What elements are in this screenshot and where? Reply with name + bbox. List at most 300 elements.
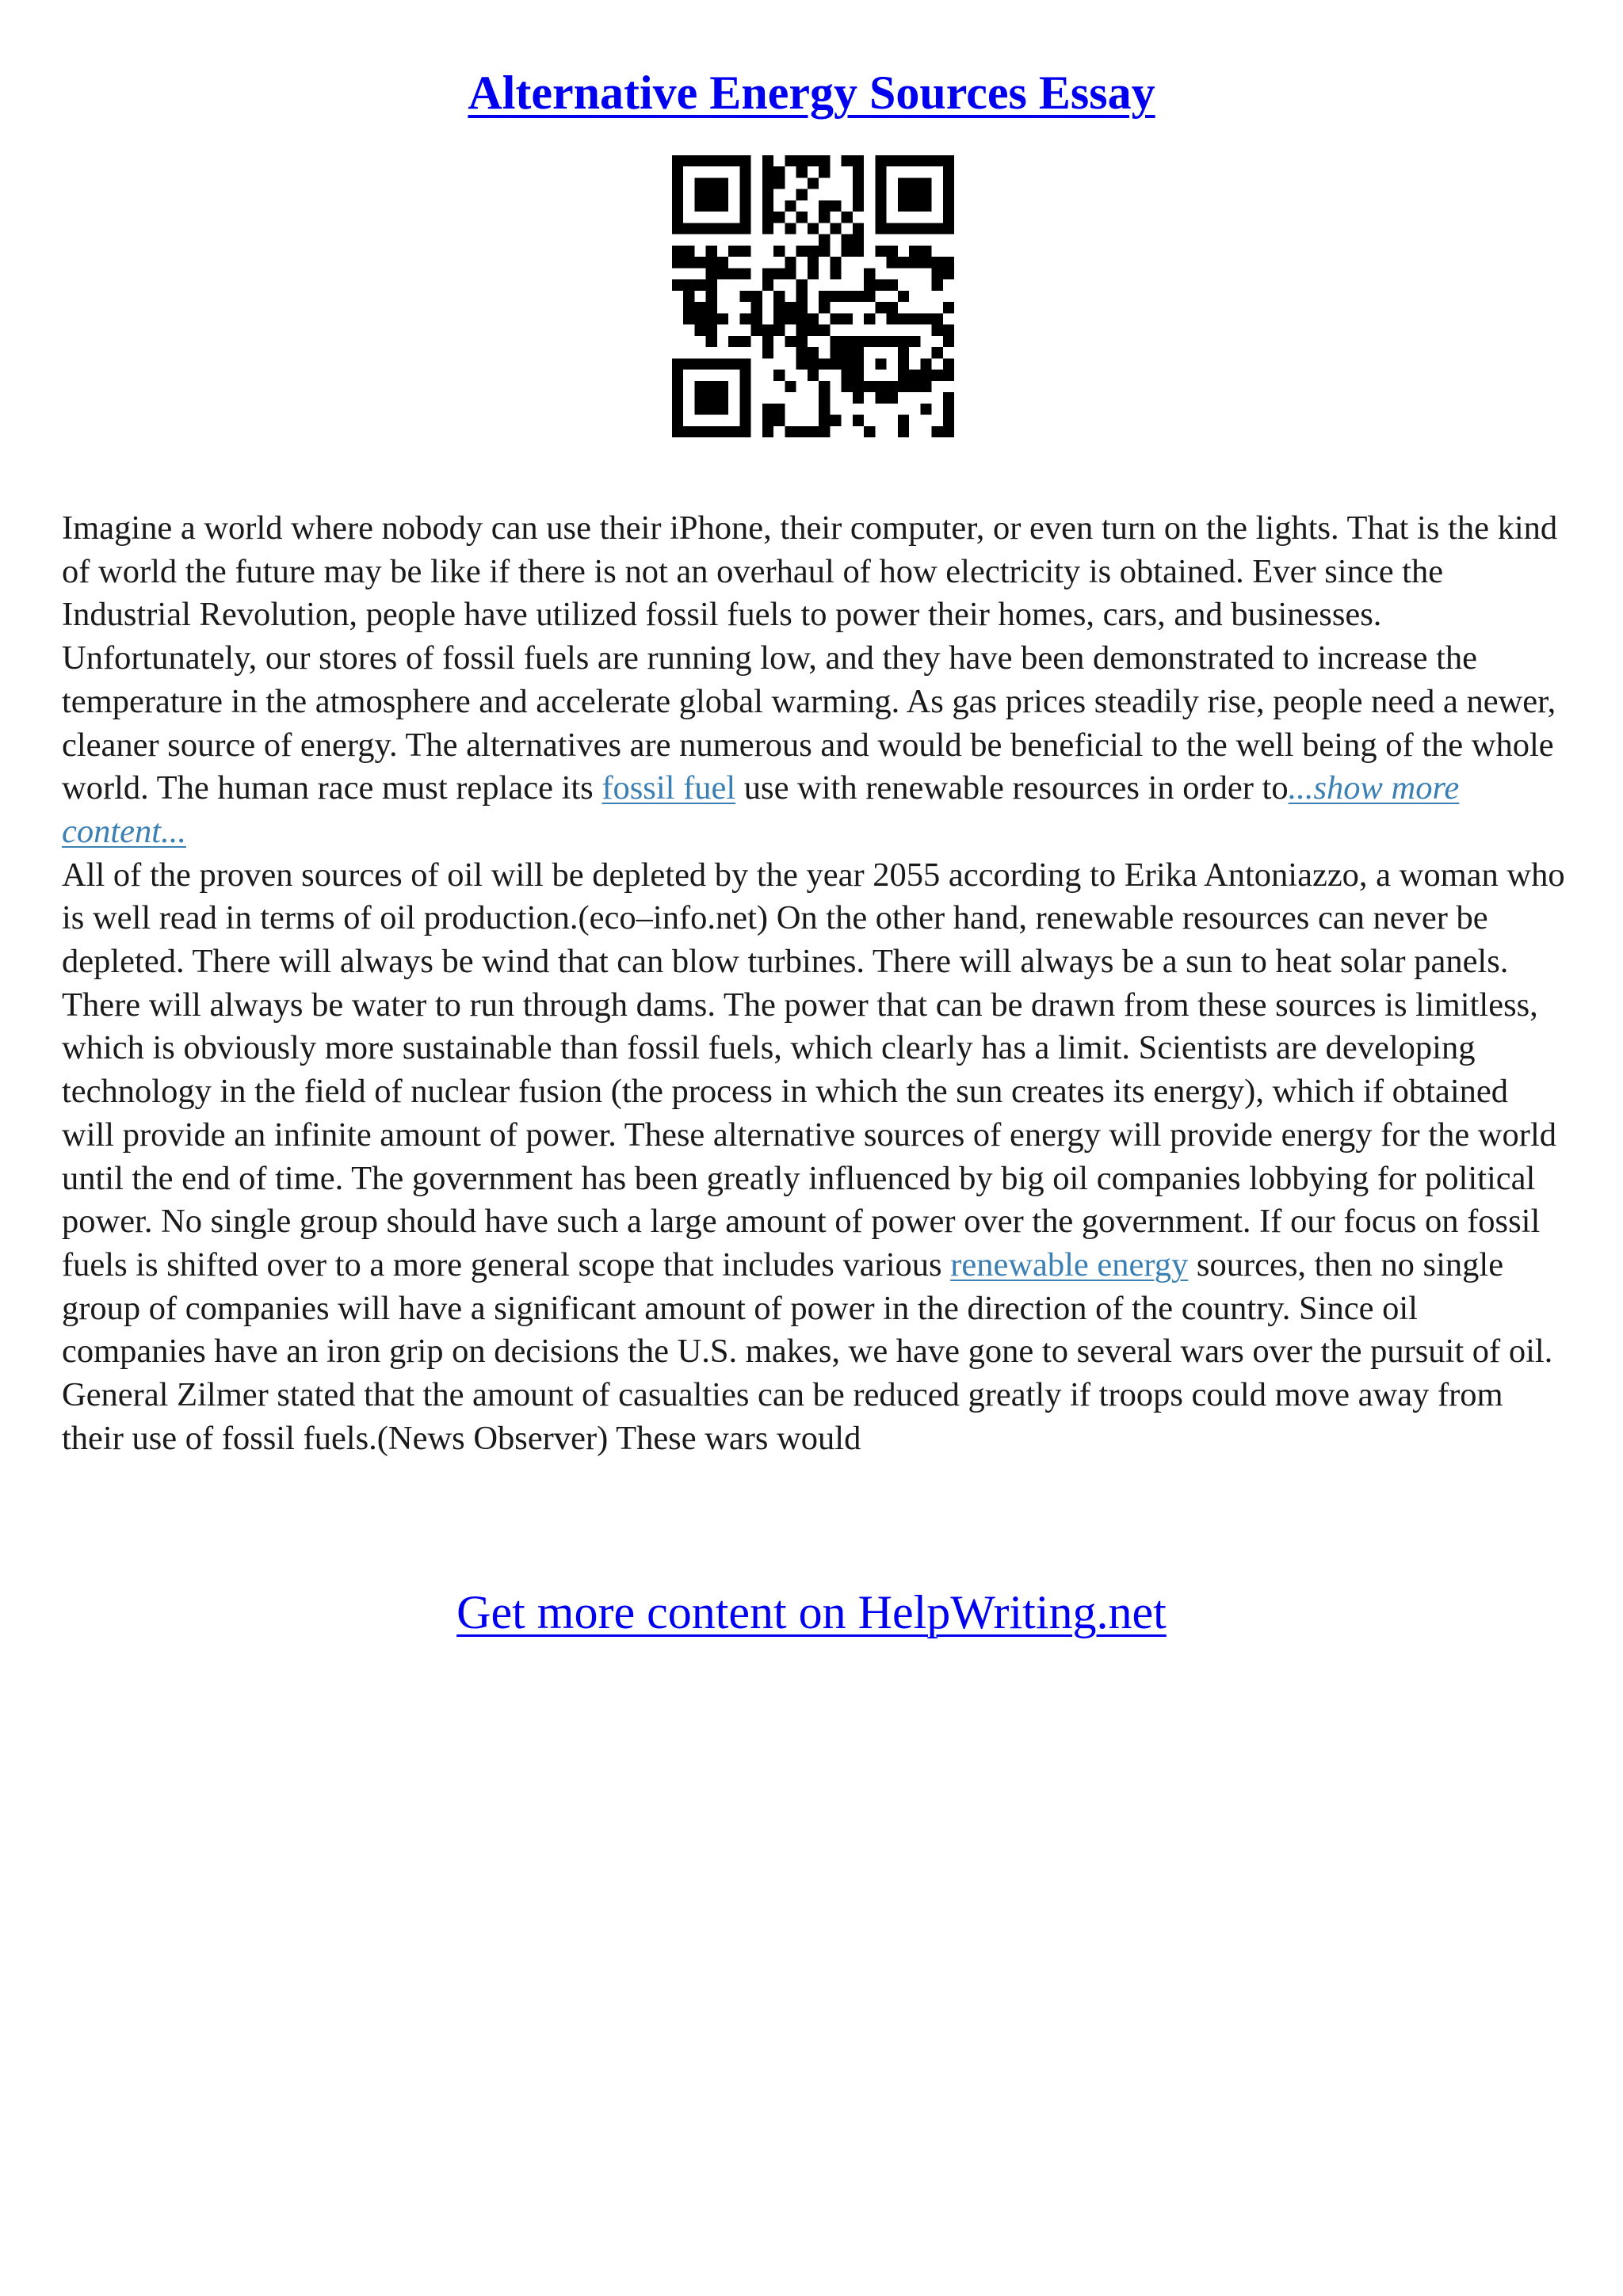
- qr-module: [842, 370, 853, 381]
- qr-module: [853, 223, 864, 234]
- qr-module: [706, 246, 717, 257]
- qr-module: [796, 313, 808, 324]
- qr-module: [920, 358, 931, 369]
- qr-module: [819, 155, 830, 166]
- qr-module: [706, 302, 717, 313]
- qr-module: [943, 302, 954, 313]
- qr-module: [898, 370, 909, 381]
- qr-module: [706, 200, 717, 212]
- qr-module: [796, 280, 808, 291]
- qr-module: [842, 235, 853, 246]
- qr-module: [808, 268, 819, 279]
- qr-module: [887, 280, 898, 291]
- qr-module: [819, 302, 830, 313]
- qr-module: [773, 370, 785, 381]
- qr-module: [898, 177, 909, 189]
- qr-module: [842, 347, 853, 358]
- qr-module: [785, 223, 796, 234]
- qr-module: [739, 268, 750, 279]
- qr-module: [785, 200, 796, 212]
- qr-module: [909, 223, 920, 234]
- qr-module: [796, 325, 808, 336]
- qr-module: [932, 313, 943, 324]
- qr-module: [819, 403, 830, 414]
- qr-module: [943, 189, 954, 200]
- qr-module: [920, 313, 931, 324]
- qr-module: [785, 155, 796, 166]
- qr-module: [875, 246, 886, 257]
- qr-module: [762, 403, 773, 414]
- qr-module: [842, 358, 853, 369]
- qr-module: [706, 189, 717, 200]
- fossil-fuel-link[interactable]: fossil fuel: [601, 769, 736, 807]
- qr-module: [875, 200, 886, 212]
- qr-module: [739, 403, 750, 414]
- qr-module: [898, 358, 909, 369]
- qr-module: [819, 166, 830, 177]
- qr-module: [672, 358, 683, 369]
- qr-module: [717, 381, 728, 392]
- paragraph-1-text-before: Imagine a world where nobody can use their iPhone, their computer, or even turn on the lights. That is the kind of world the future may be like if there is not an overhaul of how electricity is obtained. Ever since the Industrial Revolution, people have utilized fossil fuels to power their homes, cars, and businesses. Unfortunately, our stores of fossil fuels are running low, and they have been demonstrated to increase the temperature in the atmosphere and accelerate global warming. As gas prices steadily rise, people need a newer, cleaner source of energy. The alternatives are numerous and would be beneficial to the well being of the whole world. The human race must replace its: [62, 509, 1558, 807]
- qr-module: [909, 189, 920, 200]
- qr-module: [739, 291, 750, 302]
- qr-module: [875, 392, 886, 403]
- qr-module: [762, 166, 773, 177]
- qr-module: [739, 392, 750, 403]
- qr-module: [694, 358, 705, 369]
- qr-module: [909, 246, 920, 257]
- qr-module: [672, 257, 683, 268]
- qr-module: [819, 246, 830, 257]
- qr-module: [751, 313, 762, 324]
- qr-module: [739, 223, 750, 234]
- qr-module: [853, 177, 864, 189]
- qr-module: [808, 370, 819, 381]
- qr-module: [819, 392, 830, 403]
- qr-module: [773, 177, 785, 189]
- qr-module: [875, 336, 886, 347]
- qr-module: [672, 246, 683, 257]
- qr-module: [887, 302, 898, 313]
- qr-module: [932, 223, 943, 234]
- qr-module: [842, 381, 853, 392]
- qr-module: [898, 189, 909, 200]
- qr-module: [694, 381, 705, 392]
- qr-module: [819, 381, 830, 392]
- qr-module: [773, 246, 785, 257]
- qr-module: [943, 426, 954, 437]
- qr-module: [830, 223, 841, 234]
- get-more-content-link[interactable]: Get more content on HelpWriting.net: [456, 1586, 1167, 1638]
- qr-module: [717, 223, 728, 234]
- paragraph-2-text-before: All of the proven sources of oil will be depleted by the year 2055 according to Erika Antoniazzo, a woman who is well read in terms of oil production.(eco–info.net) On the other hand, renewable resources can never be depleted. There will always be wind that can blow turbines. There will always be a sun to heat solar panels. There will always be water to run through dams. The power that can be drawn from these sources is limitless, which is obviously more sustainable than fossil fuels, which clearly has a limit. Scientists are developing technology in the field of nuclear fusion (the process in which the sun creates its energy), which if obtained will provide an infinite amount of power. These alternative sources of energy will provide energy for the world until the end of time. The government has been greatly influenced by big oil companies lobbying for political power. No single group should have such a large amount of power over the government. If our focus on fossil fuels is shifted over to a more general scope that includes various: [62, 856, 1565, 1283]
- qr-module: [773, 212, 785, 223]
- qr-module: [762, 189, 773, 200]
- qr-module: [706, 426, 717, 437]
- qr-module: [920, 189, 931, 200]
- qr-module: [739, 189, 750, 200]
- qr-module: [762, 268, 773, 279]
- qr-module: [875, 189, 886, 200]
- qr-module: [739, 177, 750, 189]
- qr-module: [717, 155, 728, 166]
- qr-module: [739, 166, 750, 177]
- qr-module: [875, 302, 886, 313]
- qr-module: [853, 155, 864, 166]
- qr-module: [672, 415, 683, 426]
- qr-module: [762, 177, 773, 189]
- show-more-content-link[interactable]: ...show more content...: [62, 769, 1460, 850]
- qr-module: [706, 313, 717, 324]
- qr-module: [694, 403, 705, 414]
- qr-module: [728, 358, 739, 369]
- qr-module: [943, 257, 954, 268]
- qr-module: [920, 177, 931, 189]
- qr-module: [694, 257, 705, 268]
- qr-module: [943, 177, 954, 189]
- qr-module: [683, 223, 694, 234]
- qr-module: [739, 358, 750, 369]
- qr-module: [853, 415, 864, 426]
- qr-module: [785, 257, 796, 268]
- qr-module: [943, 325, 954, 336]
- qr-module: [853, 381, 864, 392]
- qr-module: [830, 347, 841, 358]
- qr-module: [819, 415, 830, 426]
- qr-module: [808, 426, 819, 437]
- qr-module: [808, 358, 819, 369]
- qr-module: [694, 280, 705, 291]
- qr-module: [796, 166, 808, 177]
- qr-module: [762, 155, 773, 166]
- qr-module: [717, 392, 728, 403]
- qr-module: [683, 280, 694, 291]
- qr-module: [887, 381, 898, 392]
- qr-module: [853, 166, 864, 177]
- qr-module: [864, 280, 875, 291]
- qr-module: [932, 155, 943, 166]
- qr-module: [842, 313, 853, 324]
- qr-module: [909, 155, 920, 166]
- qr-module: [887, 257, 898, 268]
- qr-module: [943, 392, 954, 403]
- qr-module: [842, 212, 853, 223]
- qr-module: [875, 381, 886, 392]
- qr-module: [785, 426, 796, 437]
- qr-module: [739, 336, 750, 347]
- qr-module: [909, 200, 920, 212]
- qr-module: [853, 189, 864, 200]
- qr-module: [808, 257, 819, 268]
- qr-module: [672, 392, 683, 403]
- qr-module: [785, 313, 796, 324]
- qr-module: [785, 302, 796, 313]
- qr-module: [773, 291, 785, 302]
- qr-module: [672, 212, 683, 223]
- qr-module: [706, 358, 717, 369]
- qr-module: [728, 268, 739, 279]
- qr-module: [694, 426, 705, 437]
- qr-module: [717, 200, 728, 212]
- qr-module: [796, 426, 808, 437]
- qr-module: [819, 325, 830, 336]
- qr-module: [706, 291, 717, 302]
- qr-module: [830, 257, 841, 268]
- qr-module: [808, 155, 819, 166]
- qr-module: [796, 347, 808, 358]
- qr-module: [683, 246, 694, 257]
- qr-module: [853, 291, 864, 302]
- qr-module: [943, 268, 954, 279]
- qr-module: [864, 313, 875, 324]
- qr-code-graphic: [672, 155, 954, 437]
- qr-module: [932, 426, 943, 437]
- qr-module: [920, 155, 931, 166]
- qr-module: [706, 268, 717, 279]
- qr-module: [694, 155, 705, 166]
- qr-module: [717, 189, 728, 200]
- qr-module: [773, 166, 785, 177]
- qr-module: [683, 313, 694, 324]
- qr-module: [819, 212, 830, 223]
- qr-module: [751, 302, 762, 313]
- qr-module: [864, 268, 875, 279]
- qr-module: [683, 302, 694, 313]
- qr-module: [887, 336, 898, 347]
- qr-module: [920, 246, 931, 257]
- qr-module: [694, 302, 705, 313]
- qr-module: [932, 268, 943, 279]
- qr-module: [751, 291, 762, 302]
- qr-module: [898, 257, 909, 268]
- qr-module: [785, 381, 796, 392]
- qr-module: [739, 212, 750, 223]
- qr-module: [796, 189, 808, 200]
- qr-module: [785, 268, 796, 279]
- qr-module: [762, 200, 773, 212]
- qr-module: [898, 155, 909, 166]
- qr-module: [694, 177, 705, 189]
- qr-module: [864, 381, 875, 392]
- qr-module: [887, 155, 898, 166]
- qr-module: [943, 358, 954, 369]
- qr-module: [898, 336, 909, 347]
- qr-module: [920, 381, 931, 392]
- qr-module: [898, 200, 909, 212]
- qr-module: [909, 257, 920, 268]
- qr-module: [773, 268, 785, 279]
- qr-module: [819, 291, 830, 302]
- qr-module: [672, 403, 683, 414]
- qr-module: [932, 347, 943, 358]
- qr-module: [920, 257, 931, 268]
- qr-module: [694, 223, 705, 234]
- qr-module: [932, 280, 943, 291]
- qr-module: [909, 381, 920, 392]
- paragraph-1-text-after: use with renewable resources in order to: [735, 769, 1289, 807]
- qr-module: [853, 347, 864, 358]
- qr-module: [853, 246, 864, 257]
- essay-body: [62, 507, 1568, 1460]
- qr-module: [920, 200, 931, 212]
- qr-module: [796, 302, 808, 313]
- qr-module: [853, 200, 864, 212]
- qr-module: [762, 347, 773, 358]
- qr-module: [683, 426, 694, 437]
- qr-module: [920, 403, 931, 414]
- qr-module: [808, 223, 819, 234]
- qr-module: [887, 313, 898, 324]
- qr-module: [706, 403, 717, 414]
- paragraph-2-text-after: sources, then no single group of companies will have a significant amount of power in the direction of the country. Since oil companies have an iron grip on decisions the U.S. makes, we have gone to several wars over the pursuit of oil. General Zilmer stated that the amount of casualties can be reduced greatly if troops could move away from their use of fossil fuels.(News Observer) These wars would: [62, 1245, 1553, 1457]
- qr-module: [672, 200, 683, 212]
- qr-module: [808, 313, 819, 324]
- qr-module: [920, 223, 931, 234]
- qr-module: [773, 403, 785, 414]
- qr-module: [875, 212, 886, 223]
- qr-module: [706, 177, 717, 189]
- qr-module: [762, 280, 773, 291]
- qr-module: [842, 291, 853, 302]
- qr-module: [739, 426, 750, 437]
- qr-module: [830, 336, 841, 347]
- qr-module: [728, 426, 739, 437]
- qr-module: [785, 336, 796, 347]
- qr-module: [672, 189, 683, 200]
- qr-module: [875, 177, 886, 189]
- qr-module: [943, 223, 954, 234]
- qr-module: [887, 246, 898, 257]
- qr-module: [739, 155, 750, 166]
- qr-module: [672, 280, 683, 291]
- qr-module: [943, 212, 954, 223]
- qr-module: [842, 155, 853, 166]
- qr-module: [875, 223, 886, 234]
- qr-module: [853, 336, 864, 347]
- title-link[interactable]: Alternative Energy Sources Essay: [468, 67, 1155, 119]
- qr-module: [864, 426, 875, 437]
- qr-module: [796, 291, 808, 302]
- qr-module: [706, 155, 717, 166]
- qr-module: [830, 291, 841, 302]
- qr-module: [728, 336, 739, 347]
- qr-module: [808, 325, 819, 336]
- qr-module: [932, 370, 943, 381]
- qr-module: [842, 246, 853, 257]
- qr-module: [762, 212, 773, 223]
- qr-module: [706, 280, 717, 291]
- qr-code-icon: [672, 155, 954, 437]
- qr-module: [717, 313, 728, 324]
- renewable-energy-link[interactable]: renewable energy: [950, 1245, 1189, 1283]
- qr-module: [773, 325, 785, 336]
- qr-module: [762, 223, 773, 234]
- qr-module: [773, 302, 785, 313]
- qr-module: [728, 223, 739, 234]
- qr-module: [706, 336, 717, 347]
- qr-module: [694, 200, 705, 212]
- qr-module: [694, 325, 705, 336]
- qr-module: [830, 200, 841, 212]
- qr-module: [739, 381, 750, 392]
- qr-module: [728, 246, 739, 257]
- qr-module: [739, 415, 750, 426]
- qr-module: [943, 403, 954, 414]
- qr-module: [909, 336, 920, 347]
- essay-paragraph-2: [62, 854, 1568, 1461]
- qr-module: [796, 155, 808, 166]
- qr-module: [943, 155, 954, 166]
- qr-module: [875, 280, 886, 291]
- qr-module: [864, 336, 875, 347]
- qr-module: [706, 325, 717, 336]
- qr-module: [853, 370, 864, 381]
- qr-module: [672, 426, 683, 437]
- qr-module: [739, 246, 750, 257]
- qr-module: [773, 313, 785, 324]
- qr-module: [864, 291, 875, 302]
- qr-module: [830, 268, 841, 279]
- qr-module: [739, 313, 750, 324]
- qr-module: [909, 177, 920, 189]
- qr-module: [887, 392, 898, 403]
- qr-module: [694, 392, 705, 403]
- qr-module: [683, 155, 694, 166]
- qr-module: [853, 358, 864, 369]
- page-title: [0, 57, 1623, 128]
- qr-module: [932, 257, 943, 268]
- qr-module: [819, 426, 830, 437]
- qr-module: [683, 291, 694, 302]
- qr-module: [762, 426, 773, 437]
- qr-module: [672, 155, 683, 166]
- qr-module: [920, 370, 931, 381]
- qr-module: [819, 200, 830, 212]
- qr-module: [853, 235, 864, 246]
- qr-module: [875, 166, 886, 177]
- qr-module: [819, 235, 830, 246]
- qr-module: [762, 325, 773, 336]
- qr-module: [943, 336, 954, 347]
- qr-module: [909, 370, 920, 381]
- qr-module: [808, 246, 819, 257]
- qr-module: [796, 358, 808, 369]
- qr-module: [728, 155, 739, 166]
- qr-module: [683, 257, 694, 268]
- essay-paragraph-1: [62, 507, 1568, 854]
- qr-module: [717, 358, 728, 369]
- qr-module: [706, 257, 717, 268]
- qr-module: [762, 336, 773, 347]
- qr-module: [943, 200, 954, 212]
- qr-module: [808, 177, 819, 189]
- qr-module: [898, 415, 909, 426]
- qr-module: [762, 415, 773, 426]
- qr-module: [909, 313, 920, 324]
- qr-module: [943, 415, 954, 426]
- qr-module: [672, 166, 683, 177]
- qr-module: [819, 358, 830, 369]
- qr-module: [706, 223, 717, 234]
- footer: [0, 1577, 1623, 1648]
- qr-module: [717, 257, 728, 268]
- qr-module: [808, 347, 819, 358]
- qr-module: [830, 313, 841, 324]
- qr-module: [830, 415, 841, 426]
- qr-module: [796, 212, 808, 223]
- qr-module: [672, 177, 683, 189]
- qr-module: [887, 223, 898, 234]
